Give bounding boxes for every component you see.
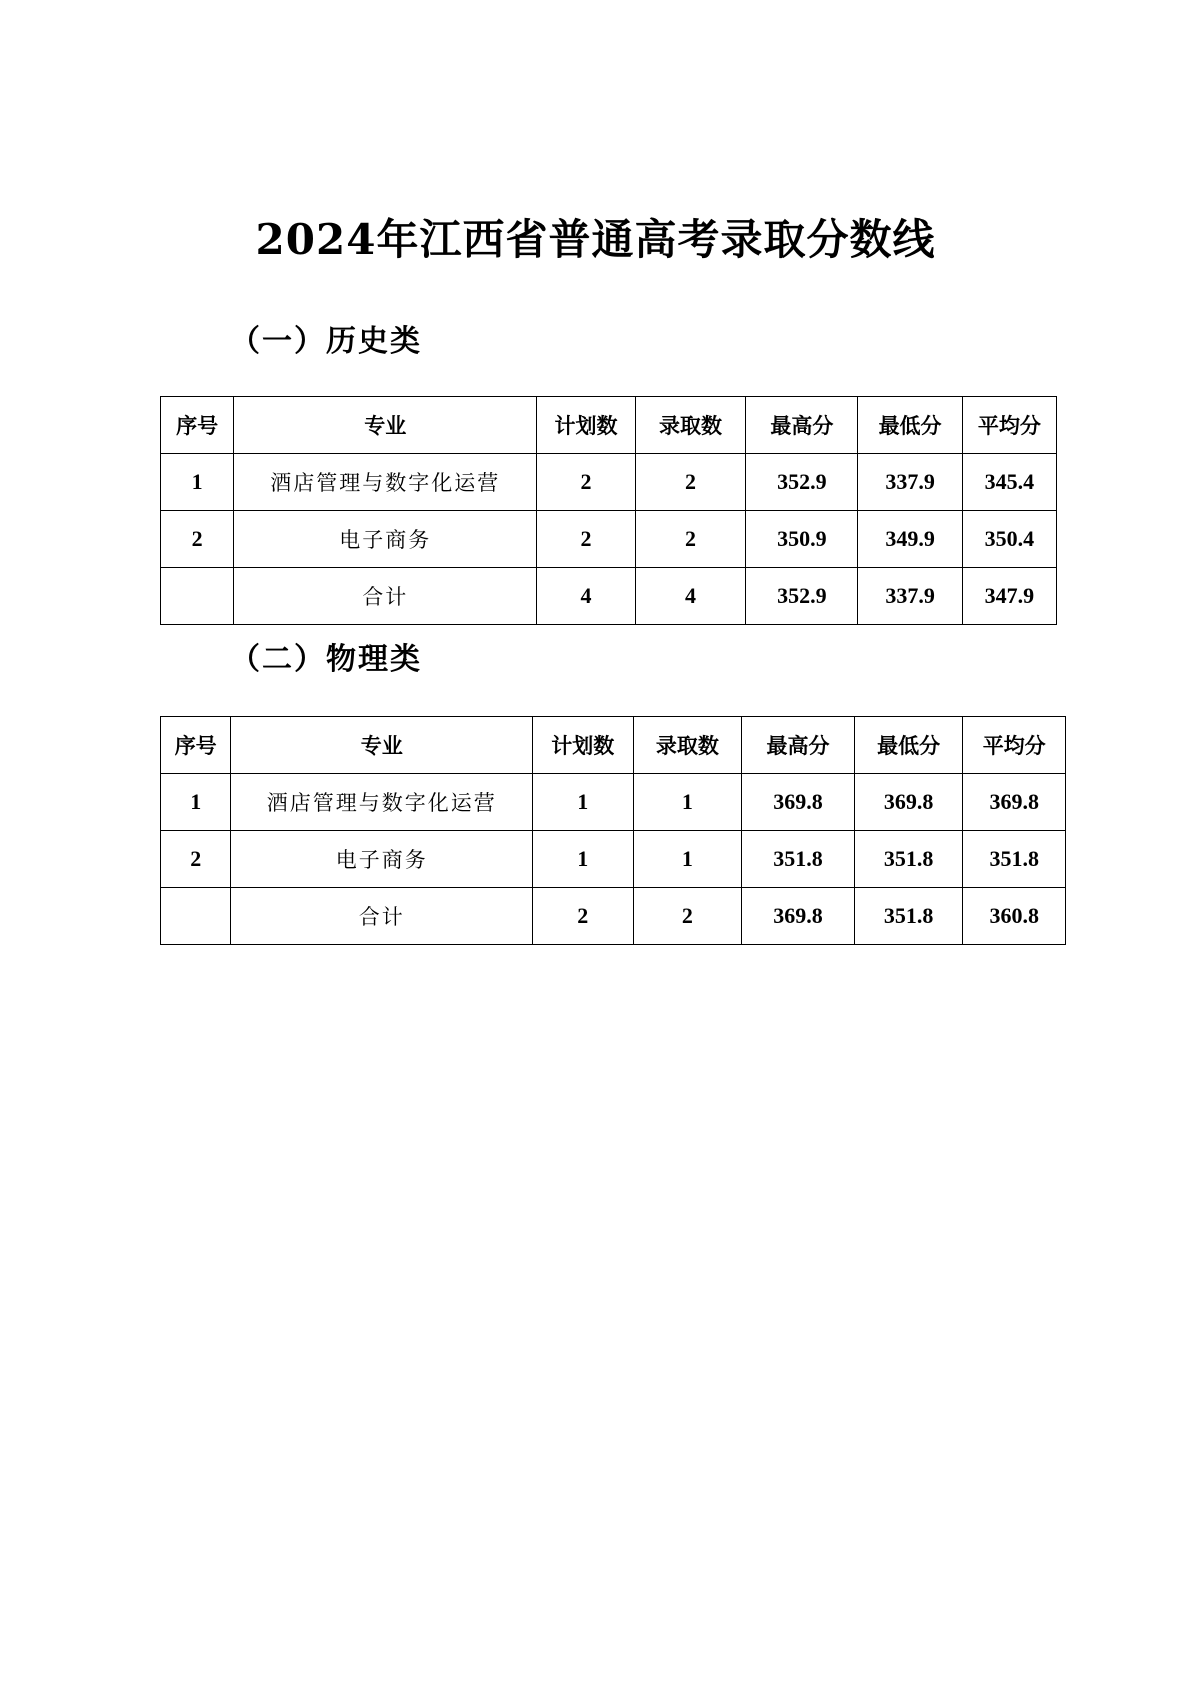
column-header-admitted: 录取数 [633, 717, 742, 774]
cell-admitted: 1 [633, 831, 742, 888]
section-heading-history: （一）历史类 [230, 324, 422, 359]
section-heading-physics: （二）物理类 [230, 642, 422, 677]
table-row [161, 511, 1057, 568]
cell-max: 351.8 [742, 831, 855, 888]
cell-major: 合计 [231, 888, 533, 945]
cell-avg: 345.4 [962, 454, 1056, 511]
cell-index: 1 [161, 774, 231, 831]
cell-plan: 1 [533, 774, 634, 831]
cell-min: 351.8 [854, 888, 963, 945]
column-header-avg: 平均分 [963, 717, 1066, 774]
cell-major: 电子商务 [234, 511, 537, 568]
cell-admitted: 1 [633, 774, 742, 831]
cell-plan: 2 [537, 454, 635, 511]
cell-min: 351.8 [854, 831, 963, 888]
column-header-plan: 计划数 [537, 397, 635, 454]
cell-major: 合计 [234, 568, 537, 625]
cell-index [161, 888, 231, 945]
cell-avg: 369.8 [963, 774, 1066, 831]
cell-min: 349.9 [858, 511, 963, 568]
cell-index: 2 [161, 511, 234, 568]
column-header-major: 专业 [231, 717, 533, 774]
column-header-max: 最高分 [742, 717, 855, 774]
cell-major: 酒店管理与数字化运营 [231, 774, 533, 831]
column-header-index: 序号 [161, 397, 234, 454]
column-header-admitted: 录取数 [635, 397, 746, 454]
cell-plan: 2 [537, 511, 635, 568]
cell-major: 酒店管理与数字化运营 [234, 454, 537, 511]
cell-min: 369.8 [854, 774, 963, 831]
cell-min: 337.9 [858, 568, 963, 625]
physics-score-table [160, 716, 1066, 945]
cell-avg: 350.4 [962, 511, 1056, 568]
cell-max: 352.9 [746, 454, 858, 511]
column-header-min: 最低分 [854, 717, 963, 774]
column-header-index: 序号 [161, 717, 231, 774]
cell-max: 369.8 [742, 774, 855, 831]
cell-max: 352.9 [746, 568, 858, 625]
cell-avg: 360.8 [963, 888, 1066, 945]
table-total-row [161, 568, 1057, 625]
cell-admitted: 2 [635, 454, 746, 511]
cell-admitted: 2 [633, 888, 742, 945]
cell-min: 337.9 [858, 454, 963, 511]
table-header-row [161, 717, 1066, 774]
history-score-table [160, 396, 1057, 625]
cell-admitted: 4 [635, 568, 746, 625]
document-title: 2024年江西省普通高考录取分数线 [255, 215, 936, 264]
cell-max: 350.9 [746, 511, 858, 568]
cell-major: 电子商务 [231, 831, 533, 888]
cell-admitted: 2 [635, 511, 746, 568]
cell-plan: 1 [533, 831, 634, 888]
cell-avg: 351.8 [963, 831, 1066, 888]
column-header-avg: 平均分 [962, 397, 1056, 454]
table-total-row [161, 888, 1066, 945]
cell-index: 1 [161, 454, 234, 511]
table-row [161, 454, 1057, 511]
cell-plan: 2 [533, 888, 634, 945]
table-header-row [161, 397, 1057, 454]
table-row [161, 774, 1066, 831]
cell-max: 369.8 [742, 888, 855, 945]
column-header-major: 专业 [234, 397, 537, 454]
cell-avg: 347.9 [962, 568, 1056, 625]
cell-index: 2 [161, 831, 231, 888]
cell-index [161, 568, 234, 625]
table-row [161, 831, 1066, 888]
column-header-min: 最低分 [858, 397, 963, 454]
column-header-plan: 计划数 [533, 717, 634, 774]
column-header-max: 最高分 [746, 397, 858, 454]
cell-plan: 4 [537, 568, 635, 625]
